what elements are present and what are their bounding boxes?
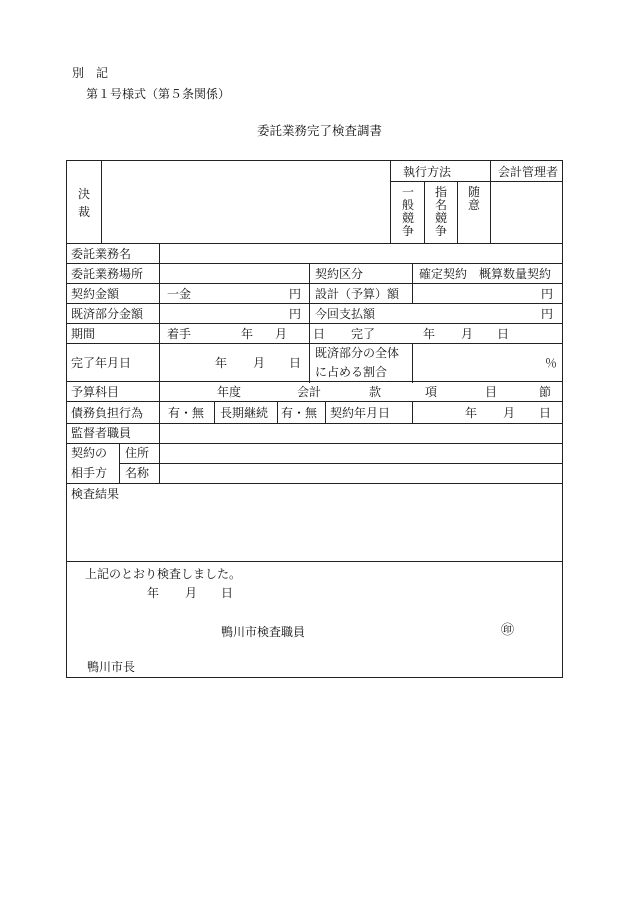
umu-option: 有・無 (281, 406, 318, 420)
itaku-gyomu-mei-label: 委託業務名 (71, 247, 132, 261)
umu-option: 有・無 (168, 406, 205, 420)
rule (159, 423, 160, 443)
rule (67, 243, 562, 244)
kanryo-date-label: 完了年月日 (71, 356, 132, 370)
document-title: 委託業務完了検査調書 (257, 123, 383, 138)
keiyaku-kubun-label: 契約区分 (315, 267, 364, 281)
rule (490, 161, 491, 243)
aitekata-label: 相手方 (71, 466, 108, 480)
setsu-label: 節 (539, 385, 552, 399)
rule (67, 561, 562, 562)
kikan-label: 期間 (71, 327, 96, 341)
nen-label: 年 (241, 327, 254, 341)
rule (390, 181, 562, 182)
rule (67, 443, 562, 444)
kensa-kekka-label: 検査結果 (71, 487, 120, 501)
rule (309, 263, 310, 383)
ikkin-label: 一金 (167, 287, 192, 301)
nendo-label: 年度 (217, 385, 242, 399)
rule (412, 263, 413, 303)
date-gatsu-label: 月 (185, 586, 198, 600)
konkai-shiharai-label: 今回支払額 (315, 307, 376, 321)
nen-label: 年 (423, 327, 436, 341)
date-nichi-label: 日 (221, 586, 234, 600)
sekkei-gaku-label: 設計（予算）額 (315, 287, 400, 301)
rule (214, 401, 215, 423)
meisho-label: 名称 (125, 466, 150, 480)
kou-label: 項 (425, 385, 438, 399)
itaku-gyomu-basho-label: 委託業務場所 (71, 267, 144, 281)
rule (67, 283, 562, 284)
yen-unit: 円 (289, 287, 302, 301)
kaikei-label: 会計 (297, 385, 322, 399)
inspection-statement: 上記のとおり検査しました。 (85, 567, 242, 581)
shikko-hoho-label: 執行方法 (403, 165, 452, 179)
rule (325, 401, 326, 423)
rule (119, 463, 562, 464)
rule (277, 401, 278, 423)
rule (67, 303, 562, 304)
gatsu-label: 月 (461, 327, 474, 341)
rule (67, 483, 562, 484)
zuii-label: 随意 (467, 185, 480, 212)
yen-unit: 円 (541, 307, 554, 321)
jusho-label: 住所 (125, 446, 150, 460)
rule (412, 401, 413, 423)
ippan-kyoso-label: 一般競争 (401, 185, 414, 238)
kantoku-shokuin-label: 監督者職員 (71, 426, 132, 440)
rule (67, 323, 562, 324)
keiyaku-kingaku-label: 契約金額 (71, 287, 120, 301)
gatsu-label: 月 (503, 406, 516, 420)
kaikei-kanrisha-label: 会計管理者 (498, 165, 559, 179)
kessai-label: 決裁 (77, 187, 90, 219)
inspection-form (66, 160, 563, 678)
percent-unit: ％ (545, 356, 558, 370)
chakushu-label: 着手 (167, 327, 192, 341)
yosan-kamoku-label: 予算科目 (71, 385, 120, 399)
inspector-label: 鴨川市検査職員 (221, 625, 306, 639)
nen-label: 年 (215, 356, 228, 370)
saimu-futan-label: 債務負担行為 (71, 406, 144, 420)
rule (119, 443, 120, 483)
rule (67, 381, 562, 382)
date-nen-label: 年 (147, 586, 160, 600)
kanryo-label: 完了 (351, 327, 376, 341)
yen-unit: 円 (289, 307, 302, 321)
mayor-label: 鴨川市長 (87, 660, 136, 674)
nichi-label: 日 (313, 327, 326, 341)
nichi-label: 日 (539, 406, 552, 420)
rule (457, 181, 458, 243)
keiyaku-date-label: 契約年月日 (330, 406, 391, 420)
rule (67, 343, 562, 344)
shimei-kyoso-label: 指名競争 (434, 185, 447, 238)
rule (159, 381, 160, 423)
seal-mark: ㊞ (501, 623, 515, 638)
rule (424, 181, 425, 243)
rule (101, 161, 102, 243)
choki-keizoku-label: 長期継続 (220, 406, 269, 420)
rule (159, 443, 160, 483)
keiyaku-kubun-value: 確定契約 概算数量契約 (419, 267, 552, 281)
keiyaku-no-label: 契約の (71, 446, 108, 460)
gatsu-label: 月 (275, 327, 288, 341)
rule (159, 243, 160, 383)
kisai-wariai-label-line2: に占める割合 (315, 365, 388, 379)
rule (67, 423, 562, 424)
moku-label: 目 (485, 385, 498, 399)
gatsu-label: 月 (253, 356, 266, 370)
nichi-label: 日 (497, 327, 510, 341)
betsuki-label: 別 記 (72, 66, 109, 80)
rule (390, 161, 391, 243)
kisai-wariai-label-line1: 既済部分の全体 (315, 346, 400, 360)
nen-label: 年 (465, 406, 478, 420)
rule (67, 263, 562, 264)
yen-unit: 円 (541, 287, 554, 301)
form-number: 第１号様式（第５条関係） (86, 87, 231, 101)
rule (67, 401, 562, 402)
kisai-bubun-kingaku-label: 既済部分金額 (71, 307, 144, 321)
nichi-label: 日 (289, 356, 302, 370)
rule (412, 343, 413, 383)
kan-label: 款 (369, 385, 382, 399)
